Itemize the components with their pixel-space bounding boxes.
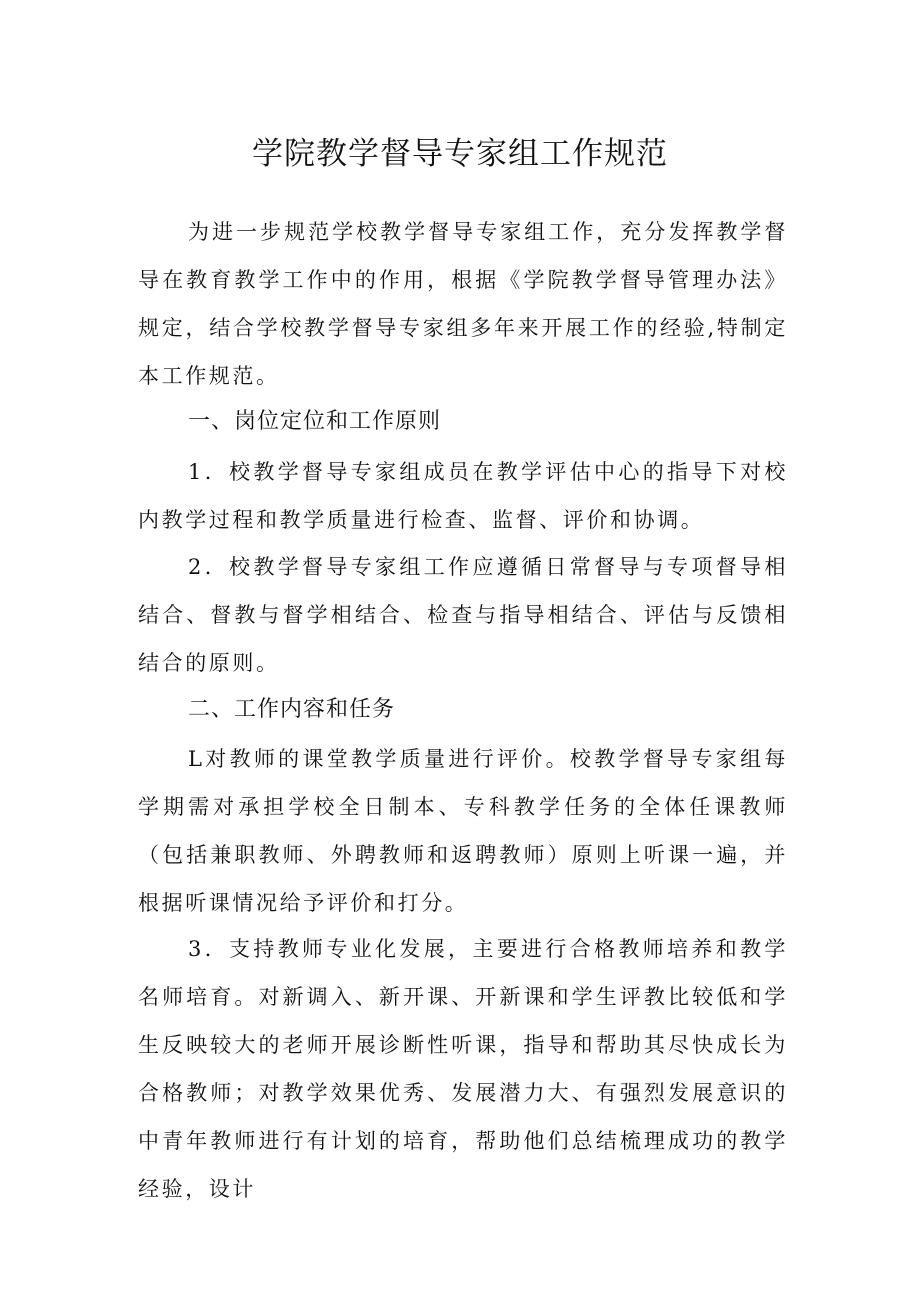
section1-item-2: 2．校教学督导专家组工作应遵循日常督导与专项督导相结合、督教与督学相结合、检查与指导相结合、评估与反馈相结合的原则。 [138,555,788,675]
section-heading-2: 二、工作内容和任务 [188,697,396,722]
document-title: 学院教学督导专家组工作规范 [252,136,668,172]
intro-paragraph: 为进一步规范学校教学督导专家组工作，充分发挥教学督导在教育教学工作中的作用，根据《学院教学督导管理办法》规定，结合学校教学督导专家组多年来开展工作的经验,特制定本工作规范。 [138,220,788,388]
section2-item-1: L对教师的课堂教学质量进行评价。校教学督导专家组每学期需对承担学校全日制本、专科教学任务的全体任课教师（包括兼职教师、外聘教师和返聘教师）原则上听课一遍，并根据听课情况给予评价和打分。 [138,747,788,915]
section-heading-1: 一、岗位定位和工作原则 [188,409,442,434]
section2-item-3: 3．支持教师专业化发展，主要进行合格教师培养和教学名师培育。对新调入、新开课、开新课和学生评教比较低和学生反映较大的老师开展诊断性听课，指导和帮助其尽快成长为合格教师；对教学效果优秀、发展潜力大、有强烈发展意识的中青年教师进行有计划的培育，帮助他们总结梳理成功的教学经验，设计 [138,937,788,1201]
section1-item-1: 1．校教学督导专家组成员在教学评估中心的指导下对校内教学过程和教学质量进行检查、监督、评价和协调。 [138,460,788,532]
